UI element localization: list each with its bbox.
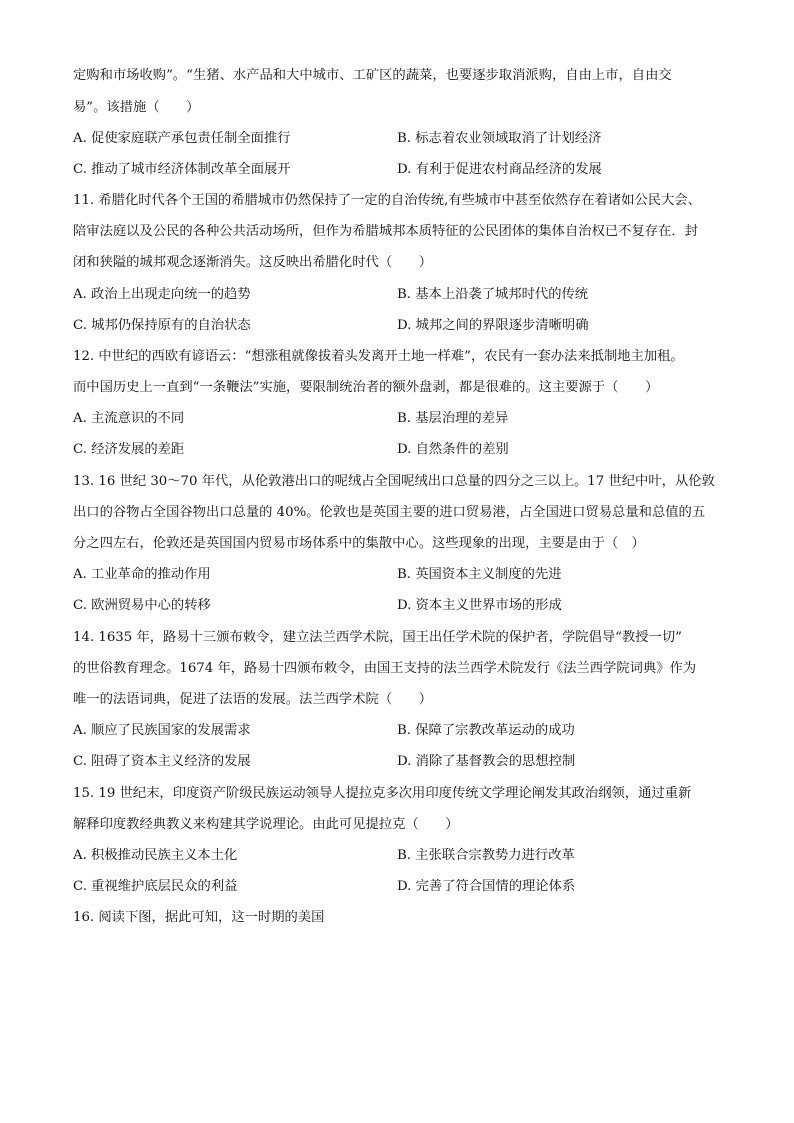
question-14-stem-line: 14. 1635 年，路易十三颁布敕令，建立法兰西学术院，国王出任学术院的保护者，学院倡导“教授一切”: [73, 630, 682, 645]
question-15-stem-line: 解释印度教经典教义来构建其学说理论。由此可见提拉克（ ）: [73, 817, 459, 832]
question-13-option-c: C. 欧洲贸易中心的转移: [73, 598, 211, 613]
question-10-option-b: B. 标志着农业领域取消了计划经济: [397, 131, 602, 146]
question-14-option-d: D. 消除了基督教会的思想控制: [397, 754, 576, 769]
question-11-option-d: D. 城邦之间的界限逐步清晰明确: [397, 318, 589, 333]
question-14-option-c: C. 阻碍了资本主义经济的发展: [73, 754, 251, 769]
question-11-stem-line: 陪审法庭以及公民的各种公共活动场所，但作为希腊城邦本质特征的公民团体的集体自治权已不复存在．封: [73, 224, 698, 239]
question-12-stem-line: 12. 中世纪的西欧有谚语云：“想涨租就像拔着头发离开土地一样难”，农民有一套办法来抵制地主加租。: [73, 349, 684, 364]
question-15-option-b: B. 主张联合宗教势力进行改革: [397, 848, 575, 863]
question-15-option-a: A. 积极推动民族主义本土化: [73, 848, 238, 863]
question-10-option-a: A. 促使家庭联产承包责任制全面推行: [73, 131, 291, 146]
question-15-option-c: C. 重视维护底层民众的利益: [73, 879, 238, 894]
question-11-option-a: A. 政治上出现走向统一的趋势: [73, 287, 251, 302]
question-14-option-b: B. 保障了宗教改革运动的成功: [397, 723, 575, 738]
question-13-option-d: D. 资本主义世界市场的形成: [397, 598, 562, 613]
question-10-stem-line: 定购和市场收购”。“生猪、水产品和大中城市、工矿区的蔬菜，也要逐步取消派购，自由上市，自由交: [73, 68, 672, 83]
question-12-option-a: A. 主流意识的不同: [73, 411, 185, 426]
question-13-stem-line: 出口的谷物占全国谷物出口总量的 40%。伦敦也是英国主要的进口贸易港，占全国进口贸易总量和总值的五: [73, 505, 706, 520]
question-13-option-a: A. 工业革命的推动作用: [73, 567, 211, 582]
question-11-option-b: B. 基本上沿袭了城邦时代的传统: [397, 287, 589, 302]
question-16-stem-line: 16. 阅读下图，据此可知，这一时期的美国: [73, 910, 325, 925]
question-11-stem-line: 11. 希腊化时代各个王国的希腊城市仍然保持了一定的自治传统,有些城市中甚至依然存在着诸如公民大会、: [73, 193, 701, 208]
question-13-stem-line: 分之四左右，伦敦还是英国国内贸易市场体系中的集散中心。这些现象的出现，主要是由于（ ）: [73, 536, 645, 551]
question-13-option-b: B. 英国资本主义制度的先进: [397, 567, 562, 582]
question-12-option-d: D. 自然条件的差别: [397, 442, 509, 457]
question-10-option-c: C. 推动了城市经济体制改革全面展开: [73, 162, 291, 177]
question-14-option-a: A. 顺应了民族国家的发展需求: [73, 723, 251, 738]
question-15-option-d: D. 完善了符合国情的理论体系: [397, 879, 576, 894]
question-12-stem-line: 而中国历史上一直到“一条鞭法”实施，要限制统治者的额外盘剥，都是很难的。这主要源于（ ）: [73, 380, 659, 395]
question-12-option-b: B. 基层治理的差异: [397, 411, 509, 426]
question-13-stem-line: 13. 16 世纪 30～70 年代，从伦敦港出口的呢绒占全国呢绒出口总量的四分之三以上。17 世纪中叶，从伦敦: [73, 474, 715, 489]
question-10-stem-line: 易”。该措施（ ）: [73, 100, 200, 115]
question-10-option-d: D. 有利于促进农村商品经济的发展: [397, 162, 602, 177]
question-11-option-c: C. 城邦仍保持原有的自治状态: [73, 318, 251, 333]
question-15-stem-line: 15. 19 世纪末，印度资产阶级民族运动领导人提拉克多次用印度传统文学理论阐发其政治纲领，通过重新: [73, 786, 692, 801]
question-12-option-c: C. 经济发展的差距: [73, 442, 185, 457]
question-14-stem-line: 的世俗教育理念。1674 年，路易十四颁布敕令，由国王支持的法兰西学术院发行《法兰西学院词典》作为: [73, 661, 697, 676]
question-14-stem-line: 唯一的法语词典，促进了法语的发展。法兰西学术院（ ）: [73, 692, 433, 707]
question-11-stem-line: 闭和狭隘的城邦观念逐渐消失。这反映出希腊化时代（ ）: [73, 255, 433, 270]
